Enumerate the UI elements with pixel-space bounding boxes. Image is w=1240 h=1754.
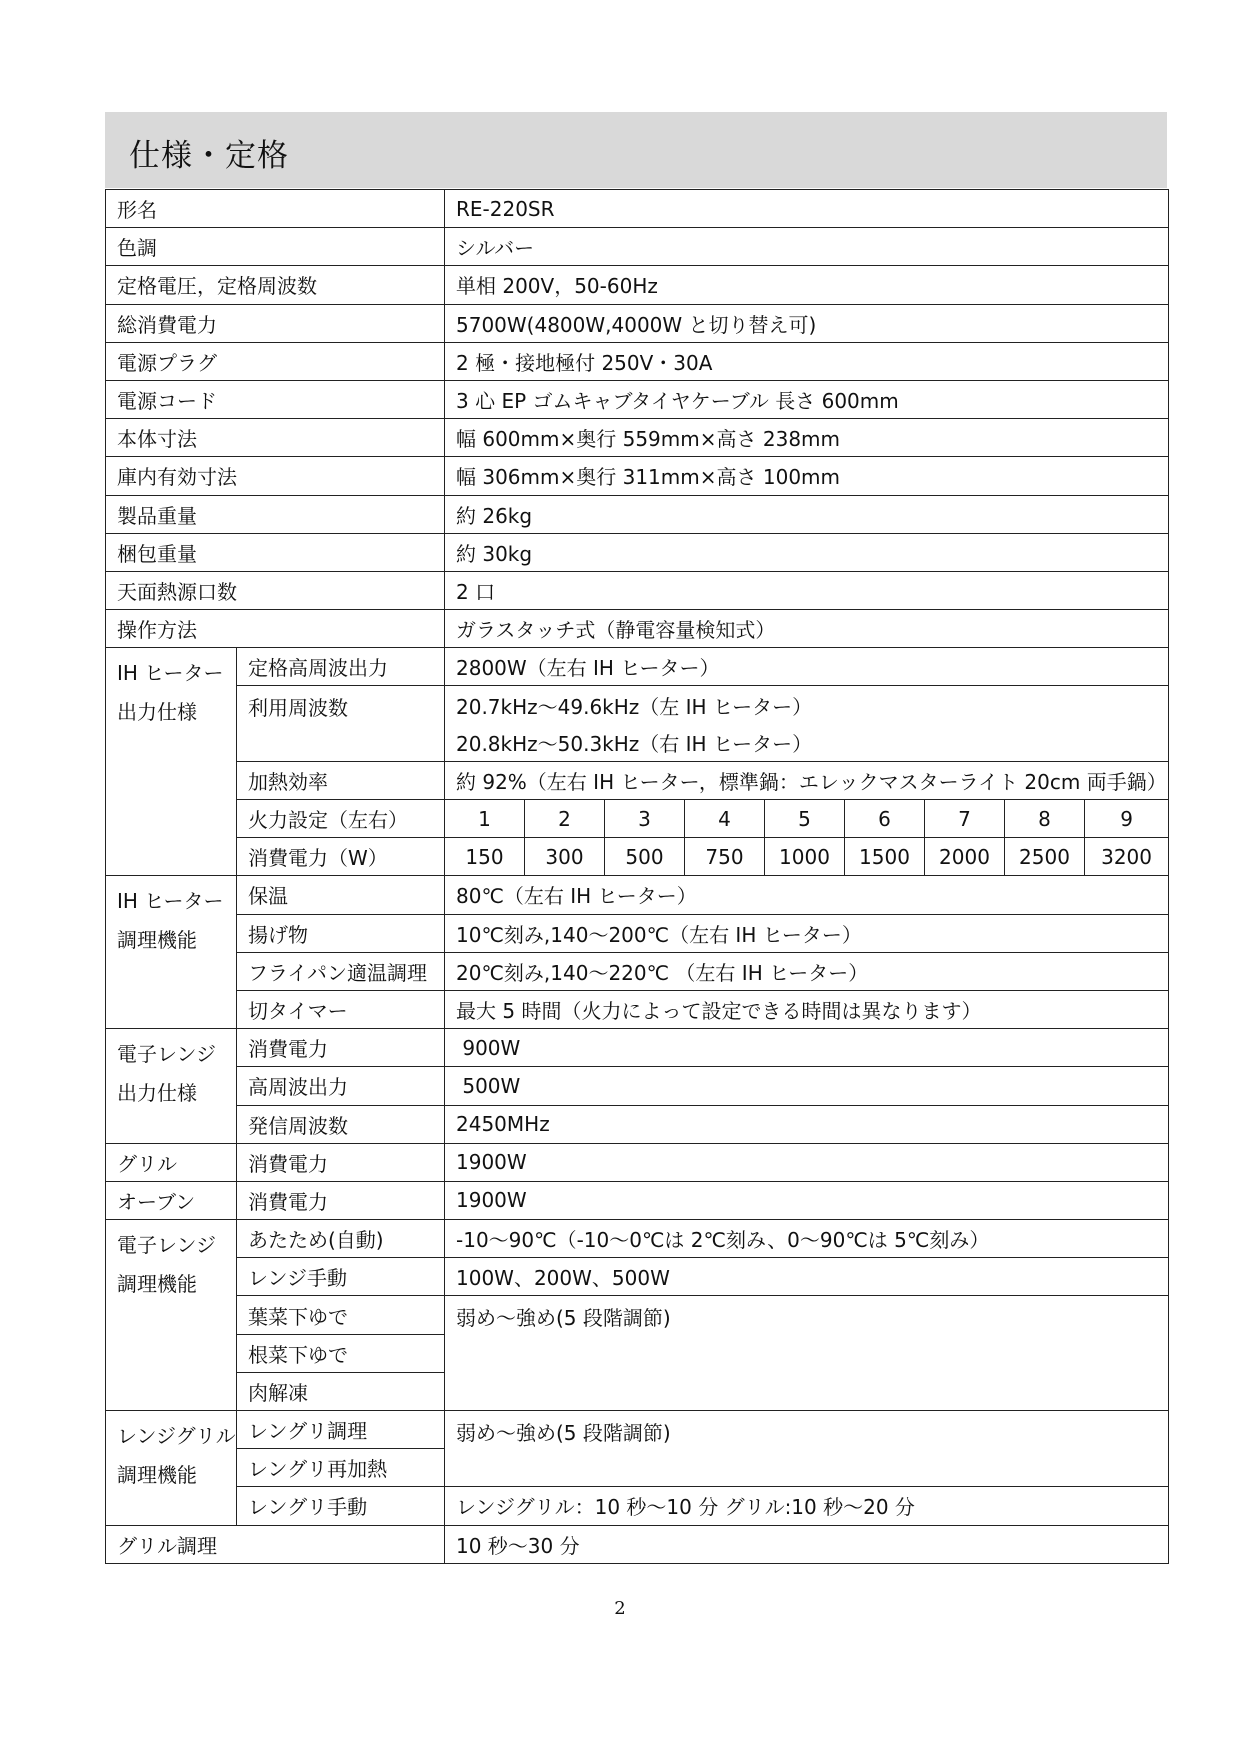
power-watt: 3200 [1085, 838, 1169, 876]
table-row [106, 419, 1169, 457]
section-header [105, 112, 1167, 188]
power-watt: 300 [525, 838, 605, 876]
power-level: 3 [605, 800, 685, 838]
table-row [106, 1105, 1169, 1143]
row-value: RE-220SR [445, 190, 1169, 228]
row-label: 消費電力 [237, 1143, 445, 1181]
row-value: 20.7kHz～49.6kHz（左 IH ヒーター） [445, 686, 1169, 724]
row-label: 操作方法 [106, 610, 445, 648]
table-row [106, 304, 1169, 342]
table-row [106, 1029, 1169, 1067]
row-label: 定格電圧，定格周波数 [106, 266, 445, 304]
table-row [106, 342, 1169, 380]
row-value: 10℃刻み,140～200℃（左右 IH ヒーター） [445, 914, 1169, 952]
row-value: 500W [445, 1067, 1169, 1105]
row-value: 5700W(4800W,4000W と切り替え可) [445, 304, 1169, 342]
table-row [106, 1411, 1169, 1449]
page-title: 仕様・定格 [129, 138, 289, 174]
row-value: 80℃（左右 IH ヒーター） [445, 876, 1169, 914]
row-label: 色調 [106, 228, 445, 266]
table-row [106, 1258, 1169, 1296]
table-row [106, 495, 1169, 533]
row-value: 2 極・接地極付 250V・30A [445, 342, 1169, 380]
row-label: 梱包重量 [106, 533, 445, 571]
row-label: 電源コード [106, 380, 445, 418]
row-value: 10 秒～30 分 [445, 1525, 1169, 1563]
group-label-ih-output [106, 648, 237, 876]
row-label: 消費電力 [237, 1029, 445, 1067]
row-label: 消費電力（W） [237, 838, 445, 876]
row-label: 肉解凍 [237, 1372, 445, 1410]
group-label-oven: オーブン [106, 1181, 237, 1219]
row-label: 発信周波数 [237, 1105, 445, 1143]
table-row [106, 1296, 1169, 1334]
row-value: 20℃刻み,140～220℃ （左右 IH ヒーター） [445, 952, 1169, 990]
table-row [106, 380, 1169, 418]
table-row [106, 1181, 1169, 1219]
group-label-line: 出力仕様 [117, 699, 197, 724]
row-value: 900W [445, 1029, 1169, 1067]
table-row [106, 1143, 1169, 1181]
group-label-grill: グリル [106, 1143, 237, 1181]
table-row [106, 1525, 1169, 1563]
table-row [106, 228, 1169, 266]
table-row [106, 190, 1169, 228]
row-label: レングリ調理 [237, 1411, 445, 1449]
row-label: 定格高周波出力 [237, 648, 445, 686]
power-level: 2 [525, 800, 605, 838]
row-value: 幅 306mm×奥行 311mm×高さ 100mm [445, 457, 1169, 495]
row-value: 約 92%（左右 IH ヒーター，標準鍋：エレックマスターライト 20cm 両手鍋） [445, 761, 1169, 799]
row-value: 2 口 [445, 571, 1169, 609]
power-watt: 1000 [765, 838, 845, 876]
row-value: 1900W [445, 1181, 1169, 1219]
power-level: 6 [845, 800, 925, 838]
row-label: 保温 [237, 876, 445, 914]
power-level: 7 [925, 800, 1005, 838]
row-label: 総消費電力 [106, 304, 445, 342]
row-label: 根菜下ゆで [237, 1334, 445, 1372]
row-label: 製品重量 [106, 495, 445, 533]
table-row [106, 533, 1169, 571]
row-value: 1900W [445, 1143, 1169, 1181]
table-row [106, 648, 1169, 686]
table-row [106, 1487, 1169, 1525]
row-label: あたため(自動) [237, 1220, 445, 1258]
group-label-range-output [106, 1029, 237, 1144]
power-level: 8 [1005, 800, 1085, 838]
row-value: 3 心 EP ゴムキャブタイヤケーブル 長さ 600mm [445, 380, 1169, 418]
row-label: 揚げ物 [237, 914, 445, 952]
power-level: 4 [685, 800, 765, 838]
row-value: シルバー [445, 228, 1169, 266]
row-label: 利用周波数 [237, 686, 445, 761]
power-watt: 150 [445, 838, 525, 876]
group-label-line: レンジグリル [117, 1424, 236, 1448]
row-label: 形名 [106, 190, 445, 228]
power-level: 5 [765, 800, 845, 838]
table-row [106, 1067, 1169, 1105]
row-label: グリル調理 [106, 1525, 445, 1563]
row-label: 葉菜下ゆで [237, 1296, 445, 1334]
table-row [106, 686, 1169, 724]
row-value: -10～90℃（-10～0℃は 2℃刻み、0～90℃は 5℃刻み） [445, 1220, 1169, 1258]
group-label-line: 調理機能 [117, 1271, 197, 1296]
row-label: 火力設定（左右） [237, 800, 445, 838]
table-row [106, 457, 1169, 495]
group-label-line: IH ヒーター [117, 889, 224, 914]
power-watt: 750 [685, 838, 765, 876]
row-label: 本体寸法 [106, 419, 445, 457]
group-label-line: IH ヒーター [117, 661, 224, 686]
row-label: 庫内有効寸法 [106, 457, 445, 495]
row-value: 100W、200W、500W [445, 1258, 1169, 1296]
row-value: レンジグリル：10 秒～10 分 グリル:10 秒～20 分 [445, 1487, 1169, 1525]
power-watt: 500 [605, 838, 685, 876]
power-level: 1 [445, 800, 525, 838]
row-value: 約 26kg [445, 495, 1169, 533]
row-label: 天面熱源口数 [106, 571, 445, 609]
row-value: 単相 200V，50-60Hz [445, 266, 1169, 304]
power-level: 9 [1085, 800, 1169, 838]
table-row [106, 571, 1169, 609]
row-label: レングリ手動 [237, 1487, 445, 1525]
power-watt: 2500 [1005, 838, 1085, 876]
row-label: フライパン適温調理 [237, 952, 445, 990]
table-row [106, 914, 1169, 952]
spec-table [105, 189, 1169, 1564]
row-value: 弱め～強め(5 段階調節) [445, 1411, 1169, 1487]
table-row [106, 800, 1169, 838]
group-label-range-cooking [106, 1220, 237, 1411]
row-label: 電源プラグ [106, 342, 445, 380]
row-label: 消費電力 [237, 1181, 445, 1219]
group-label-line: 調理機能 [117, 927, 197, 952]
table-row [106, 266, 1169, 304]
power-watt: 1500 [845, 838, 925, 876]
table-row [106, 876, 1169, 914]
group-label-line: 出力仕様 [117, 1080, 197, 1105]
table-row [106, 1220, 1169, 1258]
row-value: 弱め～強め(5 段階調節) [445, 1296, 1169, 1411]
group-label-line: 電子レンジ [117, 1233, 216, 1258]
row-value: ガラスタッチ式（静電容量検知式） [445, 610, 1169, 648]
row-value: 幅 600mm×奥行 559mm×高さ 238mm [445, 419, 1169, 457]
table-row [106, 990, 1169, 1028]
page-number: 2 [614, 1598, 626, 1619]
row-label: 高周波出力 [237, 1067, 445, 1105]
power-watt: 2000 [925, 838, 1005, 876]
row-value: 2800W（左右 IH ヒーター） [445, 648, 1169, 686]
row-value: 約 30kg [445, 533, 1169, 571]
row-label: 切タイマー [237, 990, 445, 1028]
group-label-range-grill [106, 1411, 237, 1526]
group-label-line: 調理機能 [117, 1462, 197, 1487]
group-label-line: 電子レンジ [117, 1042, 216, 1067]
table-row [106, 952, 1169, 990]
row-value: 20.8kHz～50.3kHz（右 IH ヒーター） [445, 724, 1169, 762]
row-label: 加熱効率 [237, 761, 445, 799]
row-value: 最大 5 時間（火力によって設定できる時間は異なります） [445, 990, 1169, 1028]
table-row [106, 610, 1169, 648]
row-label: レンジ手動 [237, 1258, 445, 1296]
row-label: レングリ再加熱 [237, 1449, 445, 1487]
row-value: 2450MHz [445, 1105, 1169, 1143]
table-row [106, 761, 1169, 799]
table-row [106, 838, 1169, 876]
group-label-ih-cooking [106, 876, 237, 1029]
